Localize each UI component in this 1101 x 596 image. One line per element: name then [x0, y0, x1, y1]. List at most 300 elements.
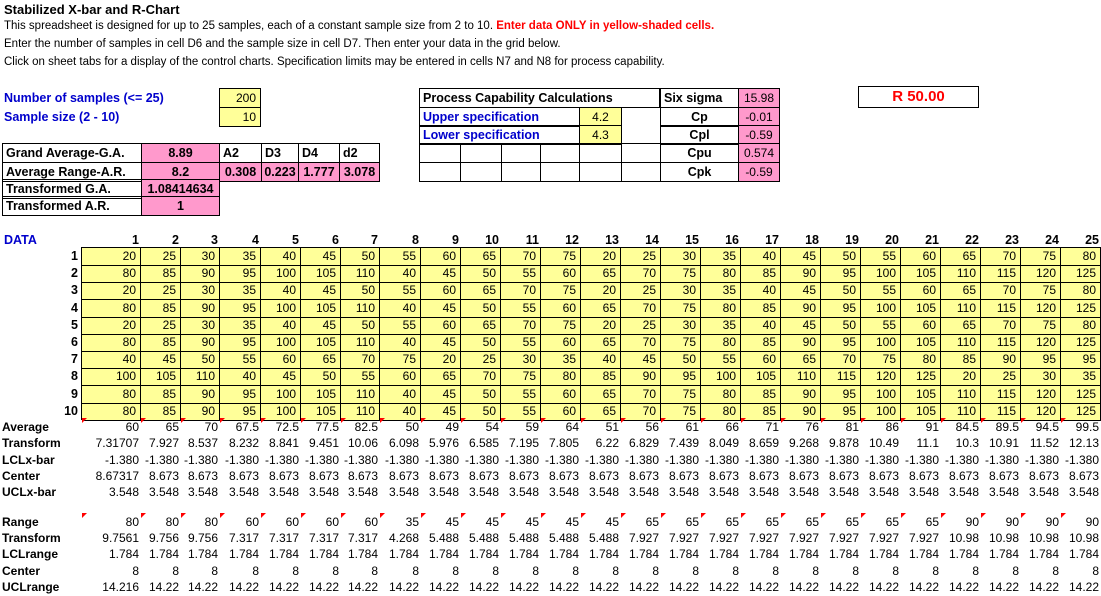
summary-cell: 8.673 [428, 468, 459, 483]
grid-cell[interactable]: 40 [380, 300, 421, 318]
grid-cell[interactable]: 30 [501, 351, 541, 369]
grid-cell[interactable]: 85 [581, 368, 621, 386]
grid-cell[interactable]: 95 [220, 386, 261, 404]
grid-cell[interactable]: 40 [380, 386, 421, 404]
grid-cell[interactable]: 40 [261, 248, 301, 266]
grid-cell[interactable]: 55 [380, 317, 421, 335]
grid-cell[interactable]: 75 [1021, 248, 1061, 266]
grid-cell[interactable]: 75 [541, 282, 581, 300]
grid-cell[interactable]: 110 [181, 368, 220, 386]
grid-cell[interactable]: 80 [701, 265, 741, 283]
column-header: 25 [1085, 233, 1099, 247]
sample-size-input[interactable]: 10 [219, 107, 261, 127]
grid-cell[interactable]: 60 [541, 334, 581, 352]
grid-cell[interactable]: 110 [341, 300, 380, 318]
grid-cell[interactable]: 50 [461, 334, 501, 352]
grid-cell[interactable]: 105 [301, 403, 341, 421]
grid-cell[interactable]: 55 [861, 317, 901, 335]
grid-cell[interactable]: 60 [421, 282, 461, 300]
grid-cell[interactable]: 90 [181, 403, 220, 421]
grid-cell[interactable]: 40 [82, 351, 141, 369]
grid-cell[interactable]: 60 [901, 317, 941, 335]
column-header: 23 [1005, 233, 1019, 247]
grid-cell[interactable]: 100 [82, 368, 141, 386]
grid-cell[interactable]: 120 [1021, 265, 1061, 283]
grid-cell[interactable]: 45 [141, 351, 181, 369]
grid-cell[interactable]: 45 [301, 317, 341, 335]
grid-cell[interactable]: 45 [421, 386, 461, 404]
grid-cell[interactable]: 25 [621, 317, 661, 335]
grid-cell[interactable]: 55 [341, 368, 380, 386]
grid-cell[interactable]: 85 [141, 386, 181, 404]
grid-cell[interactable]: 65 [581, 403, 621, 421]
summary-cell: 8.673 [788, 468, 819, 483]
grid-cell[interactable]: 125 [1061, 403, 1101, 421]
grid-cell[interactable]: 30 [661, 248, 701, 266]
grid-cell[interactable]: 55 [501, 265, 541, 283]
grid-cell[interactable]: 80 [1061, 248, 1101, 266]
grid-cell[interactable]: 20 [421, 351, 461, 369]
grid-cell[interactable]: 95 [821, 386, 861, 404]
upper-spec-input[interactable]: 4.2 [579, 107, 622, 127]
grid-cell[interactable]: 65 [461, 317, 501, 335]
grid-cell[interactable]: 40 [220, 368, 261, 386]
grid-cell[interactable]: 50 [461, 265, 501, 283]
grid-cell[interactable]: 30 [1021, 368, 1061, 386]
grid-cell[interactable]: 75 [1021, 317, 1061, 335]
grid-cell[interactable]: 40 [380, 265, 421, 283]
grid-cell[interactable]: 85 [741, 300, 781, 318]
grid-cell[interactable]: 80 [701, 403, 741, 421]
grid-cell[interactable]: 100 [261, 386, 301, 404]
grid-cell[interactable]: 40 [741, 248, 781, 266]
grid-cell[interactable]: 50 [301, 368, 341, 386]
grid-cell[interactable]: 45 [421, 265, 461, 283]
grid-cell[interactable]: 75 [501, 368, 541, 386]
grid-cell[interactable]: 60 [541, 265, 581, 283]
grid-cell[interactable]: 60 [901, 282, 941, 300]
grid-cell[interactable]: 60 [541, 386, 581, 404]
summary-cell: 11.1 [916, 436, 939, 451]
row-number: 1 [71, 249, 78, 263]
grid-cell[interactable]: 100 [861, 386, 901, 404]
comment-indicator-icon [181, 418, 186, 423]
grid-cell[interactable]: 115 [981, 300, 1021, 318]
grid-cell[interactable]: 70 [501, 282, 541, 300]
grid-cell[interactable]: 65 [581, 265, 621, 283]
grid-cell[interactable]: 100 [261, 334, 301, 352]
grid-cell[interactable]: 85 [741, 386, 781, 404]
grid-cell[interactable]: 85 [141, 265, 181, 283]
grid-cell[interactable]: 65 [581, 300, 621, 318]
grid-cell[interactable]: 65 [581, 386, 621, 404]
grid-cell[interactable]: 75 [661, 386, 701, 404]
grid-cell[interactable]: 45 [261, 368, 301, 386]
grid-cell[interactable]: 55 [861, 282, 901, 300]
grid-cell[interactable]: 95 [220, 300, 261, 318]
grid-cell[interactable]: 20 [581, 317, 621, 335]
grid-cell[interactable]: 35 [220, 248, 261, 266]
summary-cell: 14.22 [388, 579, 419, 594]
grid-cell[interactable]: 115 [981, 334, 1021, 352]
grid-cell[interactable]: 110 [941, 386, 981, 404]
grid-cell[interactable]: 55 [380, 248, 421, 266]
comment-indicator-icon [421, 418, 426, 423]
grid-cell[interactable]: 45 [301, 248, 341, 266]
comment-indicator-icon [541, 418, 546, 423]
grid-cell[interactable]: 55 [501, 334, 541, 352]
grid-cell[interactable]: 100 [861, 403, 901, 421]
grid-cell[interactable]: 30 [661, 282, 701, 300]
comment-indicator-icon [901, 418, 906, 423]
grid-cell[interactable]: 55 [861, 248, 901, 266]
grid-cell[interactable]: 25 [621, 282, 661, 300]
grid-cell[interactable]: 90 [781, 265, 821, 283]
grid-cell[interactable]: 20 [581, 248, 621, 266]
grid-cell[interactable]: 95 [821, 300, 861, 318]
grid-cell[interactable]: 125 [1061, 386, 1101, 404]
grid-cell[interactable]: 25 [141, 282, 181, 300]
grid-cell[interactable]: 75 [541, 248, 581, 266]
grid-cell[interactable]: 75 [1021, 282, 1061, 300]
grid-cell[interactable]: 75 [661, 403, 701, 421]
grid-cell[interactable]: 95 [220, 403, 261, 421]
grid-cell[interactable]: 35 [701, 248, 741, 266]
grid-cell[interactable]: 40 [380, 334, 421, 352]
grid-cell[interactable]: 115 [981, 386, 1021, 404]
grid-cell[interactable]: 120 [1021, 386, 1061, 404]
grid-cell[interactable]: 35 [541, 351, 581, 369]
grid-cell[interactable]: 105 [301, 334, 341, 352]
row-number: 6 [71, 335, 78, 349]
grid-cell[interactable]: 70 [981, 282, 1021, 300]
d4-label: D4 [298, 143, 340, 163]
grid-cell[interactable]: 110 [941, 300, 981, 318]
grid-cell[interactable]: 70 [821, 351, 861, 369]
grid-cell[interactable]: 90 [181, 300, 220, 318]
grid-cell[interactable]: 90 [621, 368, 661, 386]
grid-cell[interactable]: 65 [581, 334, 621, 352]
grid-cell[interactable]: 75 [661, 334, 701, 352]
grid-cell[interactable]: 80 [1061, 317, 1101, 335]
grid-cell[interactable]: 110 [941, 403, 981, 421]
grid-cell[interactable]: 115 [821, 368, 861, 386]
grid-cell[interactable]: 70 [621, 403, 661, 421]
grid-cell[interactable]: 90 [781, 403, 821, 421]
grid-cell[interactable]: 60 [741, 351, 781, 369]
grid-cell[interactable]: 115 [981, 265, 1021, 283]
summary-cell: 6.585 [468, 436, 499, 451]
grid-cell[interactable]: 90 [181, 265, 220, 283]
summary-cell: -1.380 [864, 452, 899, 467]
grid-cell[interactable]: 50 [821, 282, 861, 300]
grid-cell[interactable]: 70 [981, 248, 1021, 266]
grid-cell[interactable]: 100 [261, 265, 301, 283]
grid-cell[interactable]: 85 [941, 351, 981, 369]
grid-cell[interactable]: 95 [220, 334, 261, 352]
grid-cell[interactable]: 50 [341, 317, 380, 335]
grid-cell[interactable]: 110 [341, 403, 380, 421]
summary-cell: 77.5 [315, 420, 339, 434]
grid-cell[interactable]: 85 [741, 403, 781, 421]
grid-cell[interactable]: 110 [941, 334, 981, 352]
lower-spec-label: Lower specification [419, 125, 580, 145]
grid-cell[interactable]: 90 [781, 334, 821, 352]
row-label: Center [2, 468, 41, 483]
grid-cell[interactable]: 110 [781, 368, 821, 386]
row-label: Transform [2, 436, 61, 451]
grid-cell[interactable]: 85 [141, 334, 181, 352]
summary-cell: 1.784 [308, 547, 339, 562]
grid-cell[interactable]: 65 [421, 368, 461, 386]
grid-cell[interactable]: 50 [821, 317, 861, 335]
summary-cell: 1.784 [1028, 547, 1059, 562]
grid-cell[interactable]: 55 [380, 282, 421, 300]
grid-cell[interactable]: 35 [701, 317, 741, 335]
grid-cell[interactable]: 20 [82, 317, 141, 335]
grid-cell[interactable]: 80 [82, 300, 141, 318]
grid-cell[interactable]: 70 [341, 351, 380, 369]
grid-cell[interactable]: 45 [421, 334, 461, 352]
summary-cell: 8.673 [988, 468, 1019, 483]
empty-cell [621, 162, 661, 182]
grid-cell[interactable]: 50 [661, 351, 701, 369]
grid-cell[interactable]: 80 [701, 386, 741, 404]
grid-cell[interactable]: 105 [901, 334, 941, 352]
summary-cell: -1.380 [464, 452, 499, 467]
grid-cell[interactable]: 80 [701, 334, 741, 352]
grid-cell[interactable]: 115 [981, 403, 1021, 421]
grid-cell[interactable]: 95 [661, 368, 701, 386]
grid-cell[interactable]: 90 [181, 386, 220, 404]
grid-cell[interactable]: 30 [181, 248, 220, 266]
summary-cell: -1.380 [1064, 452, 1099, 467]
grid-cell[interactable]: 125 [901, 368, 941, 386]
grid-cell[interactable]: 95 [1021, 351, 1061, 369]
grid-cell[interactable]: 90 [781, 300, 821, 318]
grid-cell[interactable]: 45 [421, 403, 461, 421]
grid-cell[interactable]: 75 [661, 300, 701, 318]
summary-cell: 5.488 [588, 531, 619, 546]
grid-cell[interactable]: 65 [941, 282, 981, 300]
grid-cell[interactable]: 25 [141, 317, 181, 335]
grid-cell[interactable]: 120 [1021, 300, 1061, 318]
summary-cell: 7.439 [668, 436, 699, 451]
grid-cell[interactable]: 55 [501, 403, 541, 421]
grid-cell[interactable]: 100 [861, 334, 901, 352]
grid-cell[interactable]: 105 [901, 386, 941, 404]
grid-cell[interactable]: 120 [861, 368, 901, 386]
grid-cell[interactable]: 95 [220, 265, 261, 283]
grid-cell[interactable]: 95 [821, 265, 861, 283]
grid-cell[interactable]: 45 [301, 282, 341, 300]
grid-cell[interactable]: 45 [781, 282, 821, 300]
grid-cell[interactable]: 65 [941, 248, 981, 266]
grid-cell[interactable]: 45 [781, 317, 821, 335]
grid-cell[interactable]: 60 [541, 300, 581, 318]
grid-cell[interactable]: 70 [621, 300, 661, 318]
grid-cell[interactable]: 65 [461, 282, 501, 300]
grid-cell[interactable]: 90 [981, 351, 1021, 369]
grid-cell[interactable]: 100 [861, 300, 901, 318]
grid-cell[interactable]: 25 [461, 351, 501, 369]
grid-cell[interactable]: 75 [861, 351, 901, 369]
grid-cell[interactable]: 120 [1021, 334, 1061, 352]
grid-cell[interactable]: 85 [741, 265, 781, 283]
grid-cell[interactable]: 55 [501, 386, 541, 404]
grid-cell[interactable]: 110 [341, 265, 380, 283]
grid-cell[interactable]: 55 [701, 351, 741, 369]
grid-cell[interactable]: 120 [1021, 403, 1061, 421]
grid-cell[interactable]: 90 [181, 334, 220, 352]
grid-cell[interactable]: 40 [741, 282, 781, 300]
grid-cell[interactable]: 55 [501, 300, 541, 318]
grid-cell[interactable]: 60 [421, 317, 461, 335]
data-grid[interactable] [81, 247, 1101, 420]
grid-cell[interactable]: 35 [1061, 368, 1101, 386]
summary-cell: 14.22 [668, 579, 699, 594]
grid-cell[interactable]: 105 [901, 403, 941, 421]
grid-cell[interactable]: 60 [380, 368, 421, 386]
column-header: 18 [805, 233, 819, 247]
grid-cell[interactable]: 125 [1061, 334, 1101, 352]
summary-cell: -1.380 [264, 452, 299, 467]
grid-cell[interactable]: 85 [141, 403, 181, 421]
grid-cell[interactable]: 80 [82, 334, 141, 352]
grid-cell[interactable]: 125 [1061, 300, 1101, 318]
grid-cell[interactable]: 80 [82, 403, 141, 421]
grid-cell[interactable]: 25 [621, 248, 661, 266]
grid-cell[interactable]: 80 [82, 386, 141, 404]
comment-indicator-icon [581, 418, 586, 423]
summary-cell: 8.67317 [95, 468, 139, 483]
grid-cell[interactable]: 95 [821, 334, 861, 352]
summary-cell: 8.673 [1028, 468, 1059, 483]
comment-indicator-icon [341, 513, 346, 518]
grid-cell[interactable]: 50 [181, 351, 220, 369]
grid-cell[interactable]: 65 [941, 317, 981, 335]
grid-cell[interactable]: 40 [380, 403, 421, 421]
grid-cell[interactable]: 85 [741, 334, 781, 352]
grid-cell[interactable]: 110 [941, 265, 981, 283]
grid-cell[interactable]: 90 [781, 386, 821, 404]
grid-cell[interactable]: 50 [461, 403, 501, 421]
grid-cell[interactable]: 105 [901, 300, 941, 318]
grid-cell[interactable]: 20 [82, 282, 141, 300]
grid-cell[interactable]: 100 [701, 368, 741, 386]
grid-cell[interactable]: 25 [981, 368, 1021, 386]
grid-cell[interactable]: 50 [461, 300, 501, 318]
grid-cell[interactable]: 20 [82, 248, 141, 266]
cpu-label: Cpu [660, 143, 739, 163]
grid-cell[interactable]: 65 [301, 351, 341, 369]
grid-cell[interactable]: 30 [181, 317, 220, 335]
grid-cell[interactable]: 100 [861, 265, 901, 283]
grid-cell[interactable]: 30 [181, 282, 220, 300]
grid-cell[interactable]: 105 [741, 368, 781, 386]
grid-cell[interactable]: 85 [141, 300, 181, 318]
grid-cell[interactable]: 40 [261, 317, 301, 335]
grid-cell[interactable]: 60 [901, 248, 941, 266]
grid-cell[interactable]: 70 [501, 248, 541, 266]
grid-cell[interactable]: 60 [541, 403, 581, 421]
grid-cell[interactable]: 80 [901, 351, 941, 369]
grid-cell[interactable]: 95 [1061, 351, 1101, 369]
grid-cell[interactable]: 35 [701, 282, 741, 300]
grid-cell[interactable]: 65 [781, 351, 821, 369]
grid-cell[interactable]: 45 [781, 248, 821, 266]
grid-cell[interactable]: 50 [821, 248, 861, 266]
grid-cell[interactable]: 70 [461, 368, 501, 386]
grid-cell[interactable]: 20 [941, 368, 981, 386]
grid-cell[interactable]: 70 [621, 386, 661, 404]
grid-cell[interactable]: 100 [261, 403, 301, 421]
grid-cell[interactable]: 70 [621, 334, 661, 352]
grid-cell[interactable]: 60 [261, 351, 301, 369]
grid-cell[interactable]: 75 [541, 317, 581, 335]
summary-cell: -1.380 [104, 452, 139, 467]
grid-cell[interactable]: 45 [621, 351, 661, 369]
grid-cell[interactable]: 50 [461, 386, 501, 404]
grid-cell[interactable]: 105 [141, 368, 181, 386]
summary-cell: -1.380 [744, 452, 779, 467]
grid-cell[interactable]: 80 [701, 300, 741, 318]
grid-cell[interactable]: 80 [1061, 282, 1101, 300]
grid-cell[interactable]: 80 [541, 368, 581, 386]
grid-cell[interactable]: 40 [741, 317, 781, 335]
grid-cell[interactable]: 105 [301, 300, 341, 318]
grid-cell[interactable]: 35 [220, 317, 261, 335]
grid-cell[interactable]: 125 [1061, 265, 1101, 283]
summary-cell: 1.784 [828, 547, 859, 562]
grid-cell[interactable]: 105 [301, 265, 341, 283]
grid-cell[interactable]: 20 [581, 282, 621, 300]
grid-cell[interactable]: 100 [261, 300, 301, 318]
grid-cell[interactable]: 80 [82, 265, 141, 283]
grid-cell[interactable]: 50 [341, 248, 380, 266]
grid-cell[interactable]: 40 [581, 351, 621, 369]
grid-cell[interactable]: 25 [141, 248, 181, 266]
summary-cell: 14.22 [1028, 579, 1059, 594]
grid-cell[interactable]: 40 [261, 282, 301, 300]
grid-cell[interactable]: 110 [341, 334, 380, 352]
grid-cell[interactable]: 110 [341, 386, 380, 404]
summary-cell: 7.927 [748, 531, 779, 546]
grid-cell[interactable]: 30 [661, 317, 701, 335]
summary-cell: 8.673 [268, 468, 299, 483]
grid-cell[interactable]: 105 [301, 386, 341, 404]
row-label: Center [2, 563, 41, 578]
grid-cell[interactable]: 50 [341, 282, 380, 300]
num-samples-input[interactable]: 200 [219, 88, 261, 108]
grid-cell[interactable]: 105 [901, 265, 941, 283]
grid-cell[interactable]: 75 [661, 265, 701, 283]
grid-cell[interactable]: 70 [501, 317, 541, 335]
grid-cell[interactable]: 95 [821, 403, 861, 421]
grid-cell[interactable]: 45 [421, 300, 461, 318]
summary-cell: 14.22 [268, 579, 299, 594]
summary-cell: 8.673 [828, 468, 859, 483]
grid-cell[interactable]: 55 [220, 351, 261, 369]
grid-cell[interactable]: 35 [220, 282, 261, 300]
grid-cell[interactable]: 65 [461, 248, 501, 266]
grand-average-value: 8.89 [141, 143, 220, 163]
grid-cell[interactable]: 75 [380, 351, 421, 369]
grid-cell[interactable]: 60 [421, 248, 461, 266]
grid-cell[interactable]: 70 [621, 265, 661, 283]
grid-cell[interactable]: 70 [981, 317, 1021, 335]
lower-spec-input[interactable]: 4.3 [579, 125, 622, 145]
